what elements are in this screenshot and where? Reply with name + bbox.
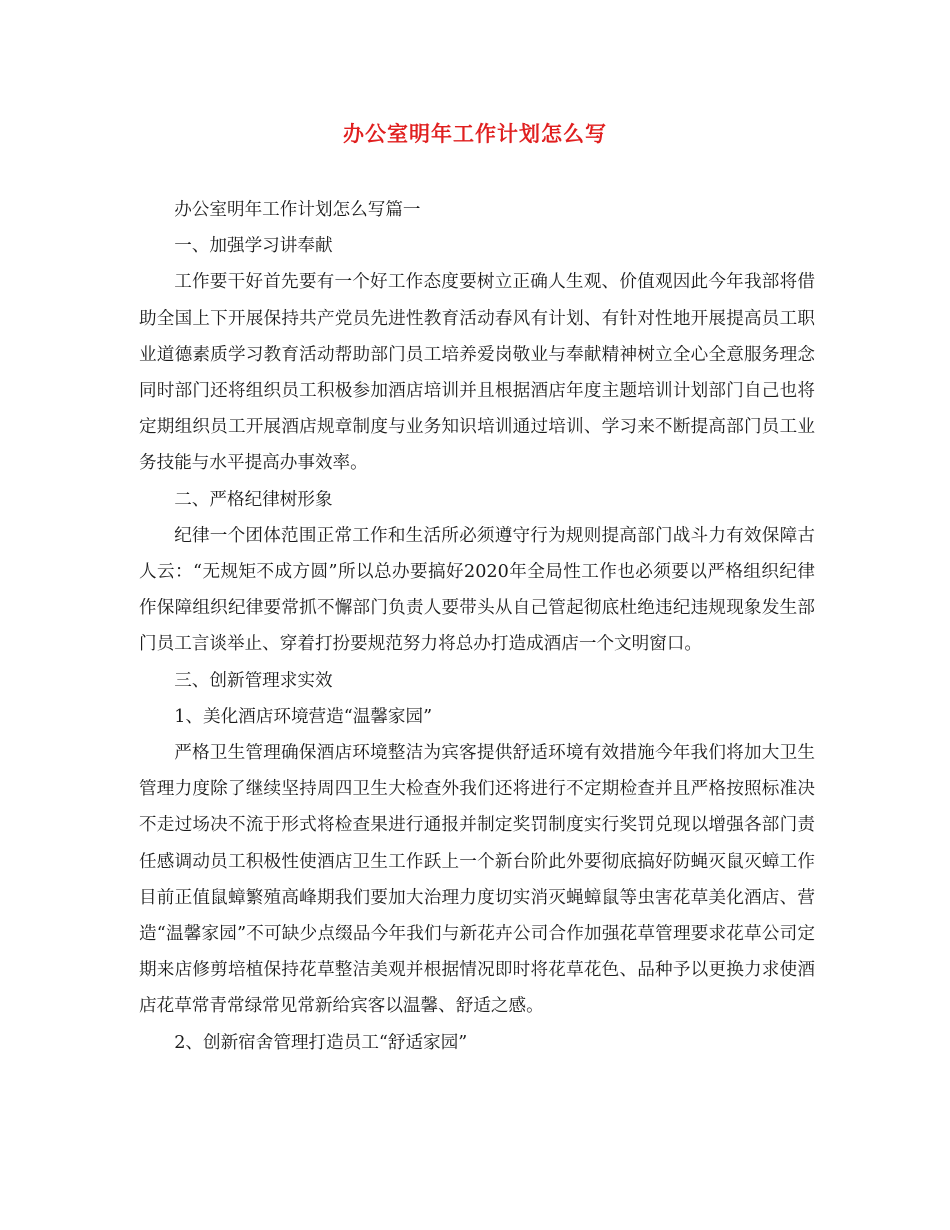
paragraph-heading-3: 三、创新管理求实效 — [174, 670, 333, 691]
paragraph-heading-1: 一、加强学习讲奉献 — [174, 236, 333, 257]
paragraph-body-2: 纪律一个团体范围正常工作和生活所必须遵守行为规则提高部门战斗力有效保障古人云：“无规矩不成方圆”所以总办要搞好2020年全局性工作也必须要以严格组织纪律作保障组织纪律要常抓不懈部门负责人要带头从自己管起彻底杜绝违纪违规现象发生部门员工言谈举止、穿着打扮要规范努力将总办打造成酒店一个文明窗口。 — [139, 525, 815, 655]
paragraph-subtitle: 办公室明年工作计划怎么写篇一 — [174, 200, 421, 220]
document-body — [139, 192, 815, 1061]
paragraph-body-3-1: 严格卫生管理确保酒店环境整洁为宾客提供舒适环境有效措施今年我们将加大卫生管理力度除了继续坚持周四卫生大检查外我们还将进行不定期检查并且严格按照标准决不走过场决不流于形式将检查果进行通报并制定奖罚制度实行奖罚兑现以增强各部门责任感调动员工积极性使酒店卫生工作跃上一个新台阶此外要彻底搞好防蝇灭鼠灭蟑工作目前正值鼠蟑繁殖高峰期我们要加大治理力度切实消灭蝇蟑鼠等虫害花草美化酒店、营造“温馨家园”不可缺少点缀品今年我们与新花卉公司合作加强花草管理要求花草公司定期来店修剪培植保持花草整洁美观并根据情况即时将花草花色、品种予以更换力求使酒店花草常青常绿常见常新给宾客以温馨、舒适之感。 — [139, 743, 815, 1017]
paragraph-body-1: 工作要干好首先要有一个好工作态度要树立正确人生观、价值观因此今年我部将借助全国上下开展保持共产党员先进性教育活动春风有计划、有针对性地开展提高员工职业道德素质学习教育活动帮助部门员工培养爱岗敬业与奉献精神树立全心全意服务理念同时部门还将组织员工积极参加酒店培训并且根据酒店年度主题培训计划部门自己也将定期组织员工开展酒店规章制度与业务知识培训通过培训、学习来不断提高部门员工业务技能与水平提高办事效率。 — [139, 272, 815, 474]
paragraph-heading-2: 二、严格纪律树形象 — [174, 489, 333, 510]
document-title: 办公室明年工作计划怎么写 — [343, 121, 607, 146]
paragraph-subheading-3-1: 1、美化酒店环境营造“温馨家园” — [174, 706, 433, 727]
paragraph-subheading-3-2: 2、创新宿舍管理打造员工“舒适家园” — [174, 1032, 468, 1053]
